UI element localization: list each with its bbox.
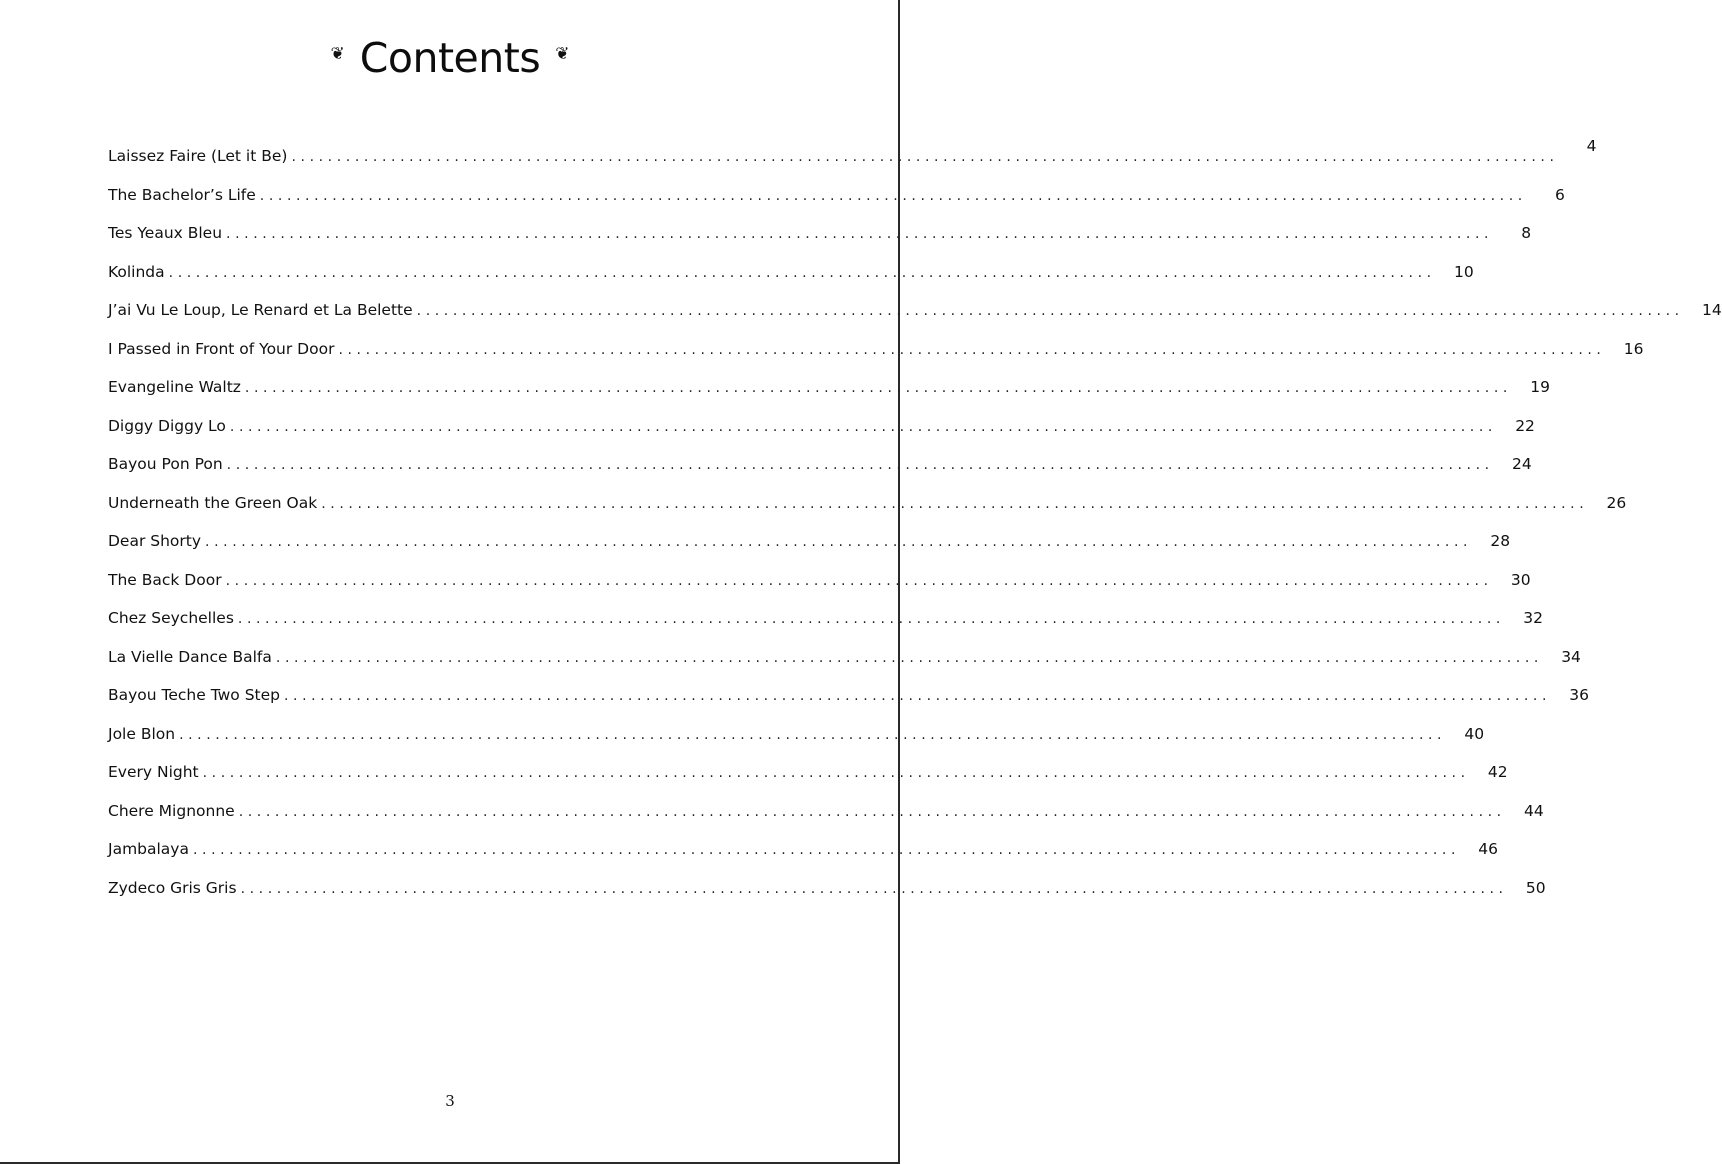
- toc-entry: [108, 128, 1597, 166]
- toc-entry-page: 10: [1436, 262, 1474, 282]
- toc-entry-page: 6: [1527, 185, 1565, 205]
- toc-entry-title: Chere Mignonne: [108, 801, 239, 821]
- toc-entry: [108, 705, 1485, 744]
- toc-entry-title: Jole Blon: [108, 724, 179, 744]
- toc-entry: [108, 205, 1532, 244]
- toc-entry-page: 26: [1588, 493, 1626, 513]
- toc-entry: [108, 474, 1627, 513]
- toc-entry-title: The Bachelor’s Life: [108, 185, 260, 205]
- dot-leader: ............................................................................................................................................: [226, 457, 1494, 473]
- toc-entry-title: Bayou Pon Pon: [108, 454, 227, 474]
- dot-leader: ............................................................................................................................................: [275, 649, 1543, 666]
- toc-entry-title: Jambalaya: [108, 839, 193, 859]
- toc-entry-page: 42: [1470, 762, 1508, 782]
- toc-entry: [108, 282, 1722, 321]
- dot-leader: ............................................................................................................................................: [168, 264, 1436, 281]
- fleuron-right-icon: ❦: [555, 44, 570, 64]
- toc-entry-title: Tes Yeaux Bleu: [108, 223, 226, 243]
- toc-entry: [108, 320, 1644, 359]
- toc-entry-page: 50: [1508, 878, 1546, 898]
- table-of-contents: [108, 128, 1722, 898]
- toc-entry-page: 4: [1559, 136, 1597, 156]
- title-text: Contents: [359, 34, 541, 82]
- toc-entry: [108, 821, 1499, 860]
- toc-entry: [108, 744, 1508, 783]
- toc-entry: [108, 513, 1511, 552]
- toc-entry-page: 22: [1497, 416, 1535, 436]
- toc-entry-page: 44: [1506, 801, 1544, 821]
- toc-entry: [108, 397, 1535, 436]
- dot-leader: ............................................................................................................................................: [338, 341, 1606, 358]
- toc-entry-title: Kolinda: [108, 262, 169, 282]
- page-number: 3: [445, 1092, 455, 1110]
- toc-entry: [108, 359, 1550, 398]
- dot-leader: ............................................................................................................................................: [244, 380, 1512, 396]
- toc-entry-title: The Back Door: [108, 570, 226, 590]
- dot-leader: ............................................................................................................................................: [259, 187, 1527, 204]
- toc-entry-page: 40: [1446, 724, 1484, 744]
- page-title: [0, 34, 900, 82]
- toc-entry-page: 8: [1493, 223, 1531, 243]
- toc-entry-page: 24: [1494, 454, 1532, 474]
- dot-leader: ............................................................................................................................................: [179, 726, 1447, 743]
- toc-entry-title: Bayou Teche Two Step: [108, 685, 284, 705]
- toc-entry-title: J’ai Vu Le Loup, Le Renard et La Belette: [108, 300, 417, 320]
- toc-entry-title: Every Night: [108, 762, 203, 782]
- fleuron-left-icon: ❦: [330, 44, 345, 64]
- toc-entry: [108, 551, 1531, 590]
- dot-leader: ............................................................................................................................................: [291, 149, 1559, 165]
- toc-entry-page: 16: [1605, 339, 1643, 359]
- dot-leader: ............................................................................................................................................: [205, 534, 1473, 550]
- toc-entry-title: La Vielle Dance Balfa: [108, 647, 276, 667]
- dot-leader: ............................................................................................................................................: [229, 418, 1497, 435]
- toc-entry-page: 28: [1472, 531, 1510, 551]
- toc-entry: [108, 628, 1581, 667]
- toc-entry: [108, 859, 1546, 898]
- toc-entry-page: 19: [1512, 377, 1550, 397]
- toc-entry: [108, 667, 1590, 706]
- toc-entry-page: 32: [1505, 608, 1543, 628]
- toc-entry-title: Underneath the Green Oak: [108, 493, 321, 513]
- dot-leader: ............................................................................................................................................: [416, 303, 1684, 319]
- toc-entry: [108, 166, 1565, 205]
- toc-entry-page: 46: [1460, 839, 1498, 859]
- toc-entry-title: Laissez Faire (Let it Be): [108, 146, 291, 166]
- toc-entry-title: Dear Shorty: [108, 531, 205, 551]
- toc-entry-title: Diggy Diggy Lo: [108, 416, 230, 436]
- toc-entry-page: 36: [1551, 685, 1589, 705]
- toc-entry-page: 30: [1493, 570, 1531, 590]
- toc-entry-page: 14: [1684, 300, 1722, 320]
- dot-leader: ............................................................................................................................................: [225, 572, 1493, 589]
- toc-entry-page: 34: [1543, 647, 1581, 667]
- dot-leader: ............................................................................................................................................: [192, 842, 1461, 858]
- toc-entry-title: Evangeline Waltz: [108, 377, 245, 397]
- dot-leader: ............................................................................................................................................: [240, 880, 1508, 897]
- toc-entry: [108, 243, 1474, 282]
- toc-entry: [108, 436, 1532, 475]
- toc-entry-title: Chez Seychelles: [108, 608, 238, 628]
- dot-leader: ............................................................................................................................................: [321, 495, 1589, 512]
- dot-leader: ............................................................................................................................................: [237, 611, 1505, 627]
- dot-leader: ............................................................................................................................................: [238, 803, 1506, 820]
- dot-leader: ............................................................................................................................................: [202, 765, 1470, 781]
- toc-entry-title: Zydeco Gris Gris: [108, 878, 241, 898]
- toc-entry: [108, 590, 1543, 629]
- dot-leader: ............................................................................................................................................: [226, 226, 1494, 242]
- toc-entry: [108, 782, 1544, 821]
- toc-entry-title: I Passed in Front of Your Door: [108, 339, 338, 359]
- dot-leader: ............................................................................................................................................: [284, 688, 1552, 704]
